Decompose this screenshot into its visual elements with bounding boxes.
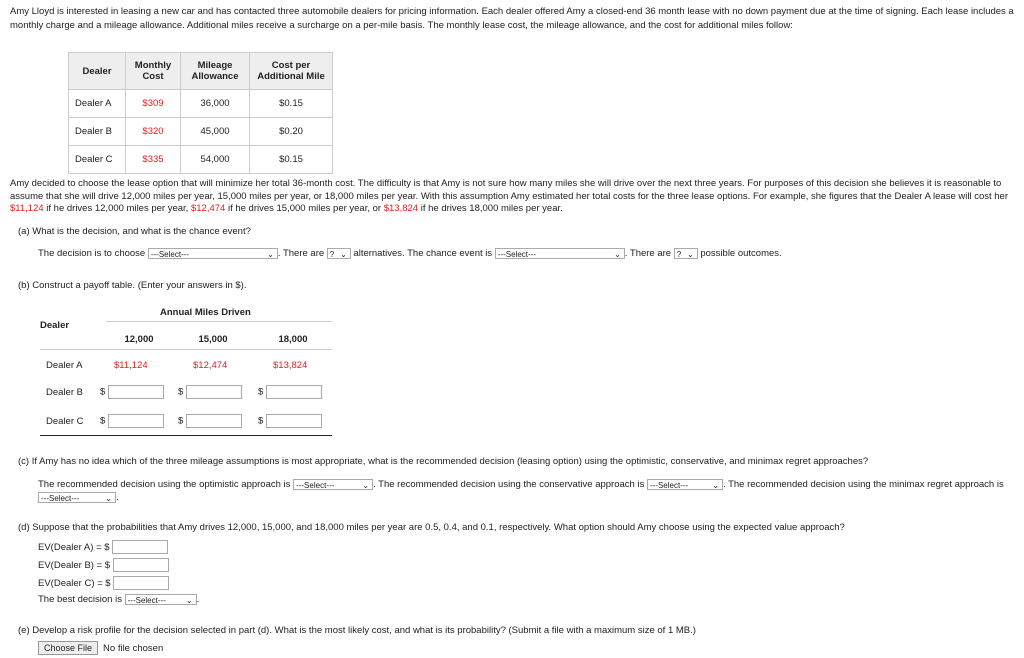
question-e: (e) Develop a risk profile for the decision selected in part (d). What is the most likely cost, and what is its probability? (Submit a file with a maximum size of 1 MB.) bbox=[18, 625, 696, 636]
ev-input[interactable] bbox=[113, 576, 169, 590]
select-value: ---Select--- bbox=[296, 480, 335, 490]
alternatives-count-select[interactable] bbox=[327, 248, 351, 259]
monthly-cost-cell: $335 bbox=[126, 146, 181, 174]
payoff-input-group bbox=[258, 385, 322, 399]
scenario-part: if he drives 18,000 miles per year. bbox=[418, 203, 563, 214]
header-mileage-allowance: Mileage Allowance bbox=[181, 53, 250, 90]
payoff-input-group bbox=[258, 414, 322, 428]
question-b: (b) Construct a payoff table. (Enter your answers in $). bbox=[18, 280, 247, 291]
chevron-down-icon: ⌄ bbox=[105, 493, 112, 503]
cost-per-mile-cell: $0.15 bbox=[250, 90, 333, 118]
currency-symbol: $ bbox=[100, 386, 106, 398]
currency-symbol: $ bbox=[178, 386, 184, 398]
decision-select[interactable] bbox=[148, 248, 278, 259]
question-a: (a) What is the decision, and what is the chance event? bbox=[18, 226, 251, 237]
file-status: No file chosen bbox=[103, 642, 164, 654]
payoff-col-15000: 15,000 bbox=[198, 334, 228, 345]
optimistic-select[interactable] bbox=[293, 479, 373, 490]
payoff-input[interactable] bbox=[186, 385, 242, 399]
ev-label: EV(Dealer C) = $ bbox=[38, 577, 111, 589]
table-row bbox=[69, 146, 333, 174]
question-c: (c) If Amy has no idea which of the three mileage assumptions is most appropriate, what is the recommended decision (leasing option) using the optimistic, conservative, and minimax regret approaches? bbox=[18, 456, 869, 467]
payoff-col-18000: 18,000 bbox=[278, 334, 308, 345]
currency-symbol: $ bbox=[258, 386, 264, 398]
currency-symbol: $ bbox=[258, 415, 264, 427]
payoff-input-group bbox=[178, 414, 242, 428]
scenario-part: Amy decided to choose the lease option that will minimize her total 36-month cost. The difficulty is that Amy is not sure how many miles she will drive over the next three years. For purposes of this decision she believes it is reasonable to assume that she will drive 12,000 miles per year, 15,000 miles per year, or 18,000 miles per year. With this assumption Amy estimated her total costs for the three lease options. For example, she figures that the Dealer A lease will cost her bbox=[10, 178, 1008, 202]
best-decision-label: The best decision is bbox=[38, 594, 122, 605]
ev-row-b bbox=[38, 558, 169, 572]
dealer-cell: Dealer A bbox=[69, 90, 126, 118]
ev-label: EV(Dealer B) = $ bbox=[38, 559, 111, 571]
select-value: ---Select--- bbox=[41, 493, 80, 503]
payoff-cell: $11,124 bbox=[114, 360, 148, 371]
payoff-input[interactable] bbox=[186, 414, 242, 428]
outcomes-count-select[interactable] bbox=[674, 248, 698, 259]
allowance-cell: 45,000 bbox=[181, 118, 250, 146]
dealer-cell: Dealer B bbox=[69, 118, 126, 146]
chevron-down-icon: ⌄ bbox=[185, 596, 193, 605]
cost-18000: $13,824 bbox=[383, 203, 419, 214]
answer-c-text: . The recommended decision using the minimax regret approach is bbox=[722, 479, 1004, 490]
intro-text: Amy Lloyd is interested in leasing a new car and has contacted three automobile dealers for pricing information. Each dealer offered Amy a closed-end 36 month lease with no down payment due at the time of signing. Each lease includes a monthly charge and a mileage allowance. Additional miles receive a surcharge on a per-mile basis. The monthly lease cost, the mileage allowance, and the cost for additional miles follow: bbox=[10, 6, 1014, 31]
monthly-cost-cell: $309 bbox=[126, 90, 181, 118]
table-row bbox=[69, 118, 333, 146]
minimax-regret-select[interactable] bbox=[38, 492, 116, 503]
chevron-down-icon: ⌄ bbox=[267, 250, 274, 259]
allowance-cell: 54,000 bbox=[181, 146, 250, 174]
choose-file-button[interactable]: Choose File bbox=[38, 641, 98, 655]
chance-event-select[interactable] bbox=[495, 248, 625, 259]
payoff-col-12000: 12,000 bbox=[124, 334, 154, 345]
select-value: ---Select--- bbox=[649, 480, 689, 490]
cost-per-mile-cell: $0.15 bbox=[250, 146, 333, 174]
conservative-select[interactable] bbox=[647, 479, 723, 490]
chevron-down-icon: ⌄ bbox=[614, 250, 621, 259]
lease-table bbox=[68, 52, 333, 174]
header-monthly-cost: Monthly Cost bbox=[126, 53, 181, 90]
table-row bbox=[69, 90, 333, 118]
best-decision-row: The best decision is ---Select--- ⌄ . bbox=[38, 594, 200, 605]
payoff-input-group bbox=[178, 385, 242, 399]
payoff-cell: $12,474 bbox=[193, 360, 228, 371]
cost-12000: $11,124 bbox=[10, 203, 44, 214]
select-value: ---Select--- bbox=[150, 250, 190, 259]
answer-c-text: The recommended decision using the optimistic approach is bbox=[38, 479, 291, 490]
chevron-down-icon: ⌄ bbox=[362, 480, 370, 490]
ev-input[interactable] bbox=[113, 558, 169, 572]
select-value: ---Select--- bbox=[497, 250, 536, 259]
scenario-part: if he drives 12,000 miles per year, bbox=[43, 203, 191, 214]
payoff-input-group bbox=[100, 414, 164, 428]
cost-per-mile-cell: $0.20 bbox=[250, 118, 333, 146]
answer-a-text: The decision is to choose bbox=[38, 248, 146, 259]
answer-a-line bbox=[38, 248, 782, 259]
scenario-text bbox=[10, 178, 1015, 216]
scenario-part: if he drives 15,000 miles per year, or bbox=[225, 203, 384, 214]
payoff-input[interactable] bbox=[266, 385, 322, 399]
ev-label: EV(Dealer A) = $ bbox=[38, 541, 110, 553]
payoff-row-label: Dealer C bbox=[46, 416, 84, 427]
payoff-input[interactable] bbox=[108, 414, 164, 428]
monthly-cost-cell: $320 bbox=[126, 118, 181, 146]
payoff-row-header: Dealer bbox=[40, 320, 70, 331]
answer-a-text: . There are bbox=[624, 248, 672, 259]
payoff-col-group: Annual Miles Driven bbox=[160, 307, 251, 318]
payoff-cell: $13,824 bbox=[273, 360, 308, 371]
file-upload bbox=[38, 641, 163, 655]
payoff-input-group bbox=[100, 385, 164, 399]
answer-a-text: possible outcomes. bbox=[700, 248, 782, 259]
chevron-down-icon: ⌄ bbox=[340, 250, 347, 259]
chevron-down-icon: ⌄ bbox=[712, 480, 719, 490]
header-cost-per-mile: Cost per Additional Mile bbox=[250, 53, 333, 90]
ev-row-c bbox=[38, 576, 169, 590]
payoff-row-label: Dealer A bbox=[46, 360, 83, 371]
select-value: ---Select--- bbox=[127, 596, 166, 605]
answer-a-text: . There are bbox=[277, 248, 325, 259]
payoff-input[interactable] bbox=[108, 385, 164, 399]
ev-row-a bbox=[38, 540, 168, 554]
ev-input[interactable] bbox=[112, 540, 168, 554]
best-decision-select[interactable] bbox=[125, 594, 197, 605]
select-value: ? bbox=[329, 250, 335, 259]
answer-a-text: alternatives. The chance event is bbox=[353, 248, 493, 259]
cost-15000: $12,474 bbox=[190, 203, 226, 214]
chevron-down-icon: ⌄ bbox=[687, 250, 694, 259]
currency-symbol: $ bbox=[100, 415, 106, 427]
select-value: ? bbox=[676, 250, 682, 259]
header-dealer: Dealer bbox=[69, 53, 126, 90]
currency-symbol: $ bbox=[178, 415, 184, 427]
answer-c-text: . The recommended decision using the conservative approach is bbox=[373, 479, 645, 490]
dealer-cell: Dealer C bbox=[69, 146, 126, 174]
question-d: (d) Suppose that the probabilities that Amy drives 12,000, 15,000, and 18,000 miles per year are 0.5, 0.4, and 0.1, respectively. What option should Amy choose using the expected value approach? bbox=[18, 522, 845, 533]
payoff-input[interactable] bbox=[266, 414, 322, 428]
answer-c-line: The recommended decision using the optimistic approach is ---Select--- ⌄ . The recommended decision using the conservative approach is ---Select--- ⌄ . The recommended decision using the minimax regret approach is ---Select--- ⌄ . bbox=[38, 479, 1004, 503]
allowance-cell: 36,000 bbox=[181, 90, 250, 118]
payoff-row-label: Dealer B bbox=[46, 387, 83, 398]
